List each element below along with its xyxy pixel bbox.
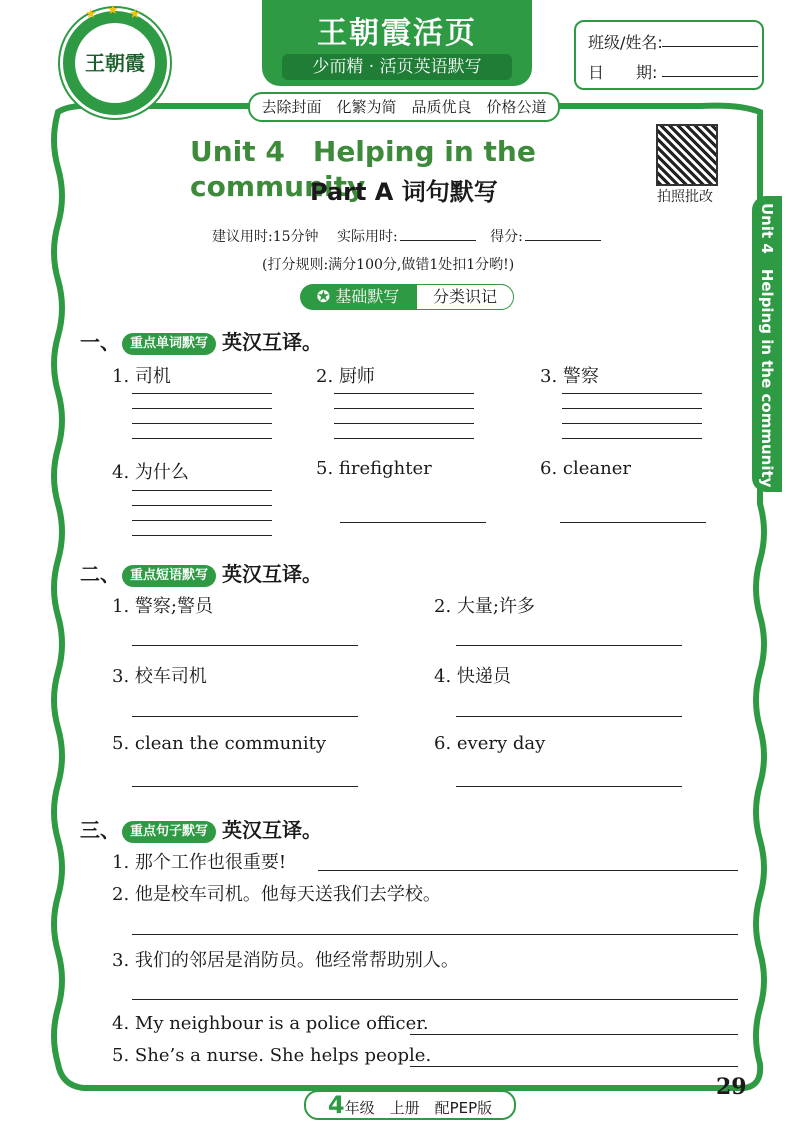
s3-item-4: 4. My neighbour is a police officer. — [112, 1013, 429, 1034]
answer-line[interactable] — [334, 408, 474, 409]
s2-item-3: 3. 校车司机 — [112, 666, 207, 687]
date-label: 日 期: — [588, 63, 658, 82]
section1-badge: 重点单词默写 — [122, 333, 216, 355]
section3-title — [80, 814, 322, 843]
s2-item-5: 5. clean the community — [112, 733, 327, 754]
answer-line[interactable] — [132, 645, 358, 646]
s1-item-3: 3. 警察 — [540, 366, 599, 387]
answer-line[interactable] — [132, 934, 738, 935]
footer-badge — [304, 1090, 516, 1120]
class-info-box — [574, 20, 764, 90]
star-icon: ★ — [85, 7, 97, 22]
pill-basic — [300, 284, 416, 310]
s1-item-1: 1. 司机 — [112, 366, 171, 387]
answer-line[interactable] — [562, 423, 702, 424]
section3-heading: 英汉互译。 — [222, 818, 323, 842]
s1-item-6: 6. cleaner — [540, 458, 631, 479]
qr-code-icon[interactable] — [656, 124, 718, 186]
score-field[interactable] — [525, 240, 601, 241]
answer-line[interactable] — [318, 870, 738, 871]
s1-item-2: 2. 厨师 — [316, 366, 375, 387]
s3-item-1: 1. 那个工作也很重要! — [112, 852, 287, 873]
answer-line[interactable] — [334, 423, 474, 424]
answer-line[interactable] — [562, 393, 702, 394]
answer-line[interactable] — [132, 393, 272, 394]
answer-line[interactable] — [560, 522, 706, 523]
s3-item-3: 3. 我们的邻居是消防员。他经常帮助别人。 — [112, 950, 459, 971]
grade-text: 年级 上册 配PEP版 — [344, 1099, 493, 1117]
side-tab-label: Unit 4 Helping in the community — [758, 202, 776, 488]
s2-item-1: 1. 警察;警员 — [112, 596, 213, 617]
grade-number: 4 — [327, 1091, 345, 1119]
s1-item-5: 5. firefighter — [316, 458, 432, 479]
section1-title — [80, 326, 322, 355]
answer-line[interactable] — [132, 786, 358, 787]
part-title: Part A 词句默写 — [310, 178, 498, 206]
answer-line[interactable] — [340, 522, 486, 523]
tagline: 去除封面 化繁为简 品质优良 价格公道 — [248, 92, 560, 122]
s2-item-6: 6. every day — [434, 733, 546, 754]
section2-num: 二、 — [80, 562, 120, 586]
s3-item-5: 5. She’s a nurse. She helps people. — [112, 1045, 432, 1066]
brand-logo — [60, 3, 170, 118]
star-icon: ★ — [129, 7, 141, 22]
brand-subtitle: 少而精 · 活页英语默写 — [282, 54, 512, 80]
pill-classify-label: 分类识记 — [416, 284, 514, 310]
star-icon: ★ — [107, 3, 119, 18]
actual-time-field[interactable] — [400, 240, 476, 241]
time-info — [212, 226, 611, 246]
section1-num: 一、 — [80, 330, 120, 354]
scoring-rule: (打分规则:满分100分,做错1处扣1分哟!) — [262, 257, 515, 273]
s2-item-2: 2. 大量;许多 — [434, 596, 535, 617]
section2-badge: 重点短语默写 — [122, 565, 216, 587]
logo-badge — [75, 23, 155, 103]
answer-line[interactable] — [132, 423, 272, 424]
answer-line[interactable] — [132, 520, 272, 521]
answer-line[interactable] — [132, 999, 738, 1000]
answer-line[interactable] — [334, 393, 474, 394]
date-field[interactable] — [662, 76, 758, 77]
class-name-label: 班级/姓名: — [588, 33, 663, 52]
score-label: 得分: — [490, 229, 523, 245]
answer-line[interactable] — [132, 716, 358, 717]
pill-basic-label: 基础默写 — [335, 287, 400, 306]
answer-line[interactable] — [334, 438, 474, 439]
answer-line[interactable] — [132, 535, 272, 536]
section3-badge: 重点句子默写 — [122, 821, 216, 843]
s2-item-4: 4. 快递员 — [434, 666, 511, 687]
s3-item-2: 2. 他是校车司机。他每天送我们去学校。 — [112, 884, 441, 905]
page-number: 29 — [716, 1074, 747, 1100]
unit-title: Unit 4 Helping in the community — [190, 135, 536, 203]
answer-line[interactable] — [132, 438, 272, 439]
class-name-field[interactable] — [662, 46, 758, 47]
s1-item-4: 4. 为什么 — [112, 462, 189, 483]
actual-time-label: 实际用时: — [336, 229, 398, 245]
section1-heading: 英汉互译。 — [222, 330, 323, 354]
answer-line[interactable] — [456, 645, 682, 646]
answer-line[interactable] — [410, 1034, 738, 1035]
answer-line[interactable] — [132, 408, 272, 409]
section2-title — [80, 558, 322, 587]
answer-line[interactable] — [456, 716, 682, 717]
answer-line[interactable] — [456, 786, 682, 787]
logo-text: 王朝霞 — [85, 51, 145, 75]
answer-line[interactable] — [132, 490, 272, 491]
qr-label: 拍照批改 — [657, 189, 713, 205]
brand-title: 王朝霞活页 — [317, 16, 477, 51]
section2-heading: 英汉互译。 — [222, 562, 323, 586]
medal-icon: ✪ — [316, 287, 331, 306]
section3-num: 三、 — [80, 818, 120, 842]
answer-line[interactable] — [132, 505, 272, 506]
answer-line[interactable] — [562, 438, 702, 439]
suggested-time: 建议用时:15分钟 — [212, 229, 319, 245]
answer-line[interactable] — [562, 408, 702, 409]
answer-line[interactable] — [410, 1066, 738, 1067]
